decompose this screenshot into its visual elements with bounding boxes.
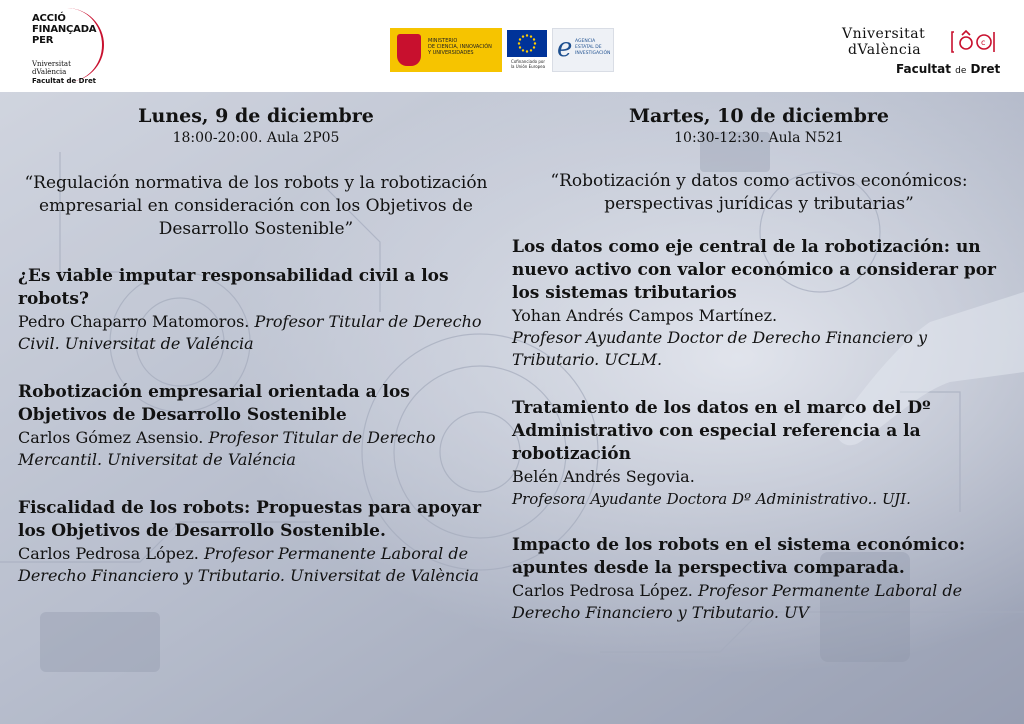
agency-line-3: INVESTIGACIÓN — [575, 51, 611, 56]
speaker-name: Carlos Gómez Asensio. — [18, 428, 204, 447]
monday-column — [18, 104, 494, 587]
talk-speaker — [18, 543, 494, 587]
agency-line-1: AGENCIA — [575, 39, 596, 44]
accio-faculty-text: Facultat de Dret — [32, 77, 97, 85]
tuesday-time-room: 10:30-12:30. Aula N521 — [674, 130, 844, 146]
talk-title: ¿Es viable imputar responsabilidad civil a los robots? — [18, 266, 449, 309]
ministry-line-2: DE CIENCIA, INNOVACIÓN — [428, 44, 492, 50]
tuesday-day-title: Martes, 10 de diciembre — [628, 105, 890, 127]
talk-title: Los datos como eje central de la robotización: un nuevo activo con valor económico a considerar por los sistemas tributarios — [512, 237, 997, 303]
agency-text — [575, 39, 610, 57]
spain-shield-icon — [397, 34, 421, 66]
talk-title: Robotización empresarial orientada a los Objetivos de Desarrollo Sostenible — [18, 382, 410, 425]
speaker-role: Profesor Permanente Laboral de Derecho Financiero y Tributario. Universitat de València — [18, 544, 479, 585]
speaker-name: Carlos Pedrosa López. — [18, 544, 199, 563]
uv-name-line-2: dValència — [848, 42, 922, 58]
speaker-role: Profesor Titular de Derecho Mercantil. Universitat de Valéncia — [18, 428, 436, 469]
talk-item — [512, 534, 1006, 624]
talk-title: Tratamiento de los datos en el marco del Dº Administrativo con especial referencia a la robotización — [512, 398, 931, 464]
uv-faculty-word: Facultat — [896, 62, 956, 76]
monday-session-theme: “Regulación normativa de los robots y la robotización empresarial en consideración con los Objetivos de Desarrollo Sostenible” — [24, 173, 488, 239]
talk-item — [18, 497, 494, 587]
tuesday-column — [512, 104, 1006, 624]
accio-university-line-1: Vniversitat — [32, 60, 71, 68]
eu-line-1: Cofinanciado por — [511, 59, 545, 64]
eu-text — [506, 59, 550, 69]
monday-day-title: Lunes, 9 de diciembre — [138, 105, 374, 127]
uv-seal-icon — [950, 28, 996, 56]
speaker-role: Profesor Titular de Derecho Civil. Universitat de Valéncia — [18, 312, 482, 353]
accio-university-text — [32, 60, 71, 76]
speaker-role: Profesora Ayudante Doctora Dº Administrativo.. UJI. — [512, 490, 911, 508]
agency-line-2: ESTATAL DE — [575, 45, 602, 50]
svg-text:c: c — [981, 38, 986, 47]
eu-flag-icon — [507, 30, 547, 57]
accio-line-3: PER — [32, 35, 54, 46]
ministry-text — [428, 38, 492, 56]
speaker-role: Profesor Ayudante Doctor de Derecho Financiero y Tributario. UCLM. — [512, 328, 928, 369]
uv-name-line-1: Vniversitat — [842, 26, 926, 42]
eu-line-2: la Unión Europea — [510, 64, 546, 69]
talk-item — [18, 381, 494, 471]
accio-financada-logo — [28, 8, 116, 88]
talk-item — [512, 236, 1006, 371]
talk-item — [512, 397, 1006, 510]
uv-faculty-text — [896, 62, 1000, 76]
ministry-logo — [390, 28, 502, 72]
eu-cofinanced-logo — [505, 28, 549, 72]
talk-title: Fiscalidad de los robots: Propuestas para apoyar los Objetivos de Desarrollo Sostenible. — [18, 498, 482, 541]
speaker-name: Belén Andrés Segovia. — [512, 467, 695, 486]
talk-speaker — [18, 427, 494, 471]
talk-title: Impacto de los robots en el sistema económico: apuntes desde la perspectiva comparada. — [512, 535, 966, 578]
ministry-line-3: Y UNIVERSIDADES — [428, 50, 474, 56]
speaker-name: Pedro Chaparro Matomoros. — [18, 312, 250, 331]
accio-line-1: ACCIÓ — [32, 13, 66, 24]
talk-speaker — [18, 311, 494, 355]
logo-header — [0, 0, 1024, 92]
monday-time-room: 18:00-20:00. Aula 2P05 — [172, 130, 340, 146]
speaker-name: Carlos Pedrosa López. — [512, 581, 693, 600]
talk-item — [18, 265, 494, 355]
accio-line-2: FINANÇADA — [32, 24, 97, 35]
speaker-role: Profesor Permanente Laboral de Derecho Financiero y Tributario. UV — [512, 581, 963, 622]
uv-faculty-dret: Dret — [966, 62, 1001, 76]
speaker-name: Yohan Andrés Campos Martínez. — [512, 306, 778, 325]
aei-e-icon: e — [557, 33, 573, 63]
agencia-investigacion-logo — [552, 28, 614, 72]
accio-university-line-2: dValència — [32, 68, 67, 76]
ministry-line-1: MINISTERIO — [428, 38, 458, 44]
tuesday-session-theme: “Robotización y datos como activos económicos: perspectivas jurídicas y tributarias” — [550, 171, 968, 214]
talk-speaker — [512, 580, 1006, 624]
uv-faculty-de: de — [955, 66, 967, 76]
universitat-valencia-logo — [842, 26, 1012, 80]
